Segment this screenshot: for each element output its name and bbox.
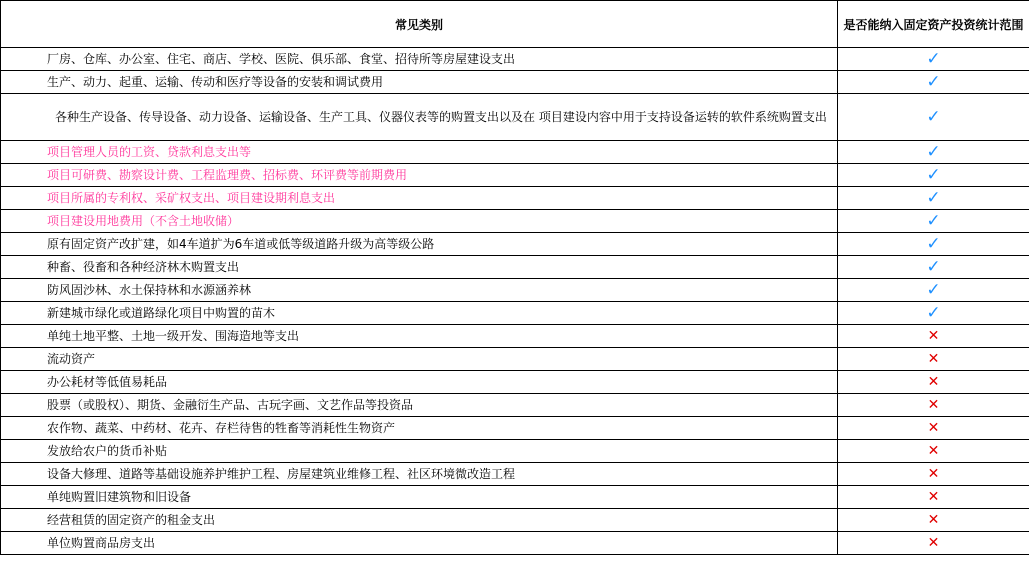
check-icon: ✓ [926,107,941,127]
cross-icon: ✕ [927,420,940,436]
table-row [1,463,1029,486]
check-icon: ✓ [926,49,941,69]
cross-icon: ✕ [927,397,940,413]
cross-icon: ✕ [927,466,940,482]
row-category: 防风固沙林、水土保持林和水源涵养林 [1,279,838,302]
row-included-cell [838,417,1029,440]
row-included-cell [838,210,1029,233]
row-included-cell [838,509,1029,532]
cross-icon: ✕ [927,328,940,344]
header-category: 常见类别 [1,1,838,48]
cross-icon: ✕ [927,443,940,459]
table-row [1,71,1029,94]
table-row [1,48,1029,71]
row-category: 厂房、仓库、办公室、住宅、商店、学校、医院、俱乐部、食堂、招待所等房屋建设支出 [1,48,838,71]
cross-icon: ✕ [927,535,940,551]
row-included-cell [838,164,1029,187]
row-category: 种畜、役畜和各种经济林木购置支出 [1,256,838,279]
row-included-cell [838,325,1029,348]
row-included-cell [838,71,1029,94]
row-included-cell [838,233,1029,256]
table-row [1,417,1029,440]
row-category: 单位购置商品房支出 [1,532,838,555]
table-row [1,210,1029,233]
cross-icon: ✕ [927,489,940,505]
table-row [1,325,1029,348]
row-category: 设备大修理、道路等基础设施养护维护工程、房屋建筑业维修工程、社区环境微改造工程 [1,463,838,486]
row-category: 生产、动力、起重、运输、传动和医疗等设备的安装和调试费用 [1,71,838,94]
row-category: 各种生产设备、传导设备、动力设备、运输设备、生产工具、仪器仪表等的购置支出以及在 项目建设内容中用于支持设备运转的软件系统购置支出 [1,94,838,141]
table-row [1,233,1029,256]
row-included-cell [838,463,1029,486]
check-icon: ✓ [926,142,941,162]
row-included-cell [838,256,1029,279]
cross-icon: ✕ [927,512,940,528]
row-category: 股票（或股权）、期货、金融衍生产品、古玩字画、文艺作品等投资品 [1,394,838,417]
table-row [1,187,1029,210]
row-category: 发放给农户的货币补贴 [1,440,838,463]
table-row [1,394,1029,417]
table-header-row [1,1,1029,48]
row-included-cell [838,279,1029,302]
table-row [1,440,1029,463]
table-row [1,348,1029,371]
table-row [1,486,1029,509]
row-included-cell [838,532,1029,555]
row-category: 办公耗材等低值易耗品 [1,371,838,394]
row-included-cell [838,486,1029,509]
row-category: 项目可研费、勘察设计费、工程监理费、招标费、环评费等前期费用 [1,164,838,187]
row-category: 农作物、蔬菜、中药材、花卉、存栏待售的牲畜等消耗性生物资产 [1,417,838,440]
row-included-cell [838,348,1029,371]
table-row [1,164,1029,187]
table-row [1,94,1029,141]
check-icon: ✓ [926,72,941,92]
row-included-cell [838,187,1029,210]
table-row [1,279,1029,302]
check-icon: ✓ [926,234,941,254]
cross-icon: ✕ [927,351,940,367]
row-included-cell [838,394,1029,417]
row-included-cell [838,141,1029,164]
table-row [1,371,1029,394]
row-category: 新建城市绿化或道路绿化项目中购置的苗木 [1,302,838,325]
table-row [1,141,1029,164]
table-row [1,532,1029,555]
table-row [1,256,1029,279]
row-included-cell [838,440,1029,463]
check-icon: ✓ [926,303,941,323]
table-body [1,48,1029,555]
row-included-cell [838,48,1029,71]
header-included: 是否能纳入固定资产投资统计范围 [838,1,1029,48]
check-icon: ✓ [926,257,941,277]
check-icon: ✓ [926,188,941,208]
row-category: 单纯土地平整、土地一级开发、围海造地等支出 [1,325,838,348]
check-icon: ✓ [926,165,941,185]
table-row [1,302,1029,325]
row-category: 项目所属的专利权、采矿权支出、项目建设期利息支出 [1,187,838,210]
table-row [1,509,1029,532]
row-category: 原有固定资产改扩建，如4车道扩为6车道或低等级道路升级为高等级公路 [1,233,838,256]
row-category: 经营租赁的固定资产的租金支出 [1,509,838,532]
cross-icon: ✕ [927,374,940,390]
row-included-cell [838,371,1029,394]
row-category: 项目建设用地费用（不含土地收储） [1,210,838,233]
check-icon: ✓ [926,280,941,300]
check-icon: ✓ [926,211,941,231]
row-category: 流动资产 [1,348,838,371]
row-included-cell [838,94,1029,141]
row-category: 项目管理人员的工资、贷款利息支出等 [1,141,838,164]
row-category: 单纯购置旧建筑物和旧设备 [1,486,838,509]
row-included-cell [838,302,1029,325]
